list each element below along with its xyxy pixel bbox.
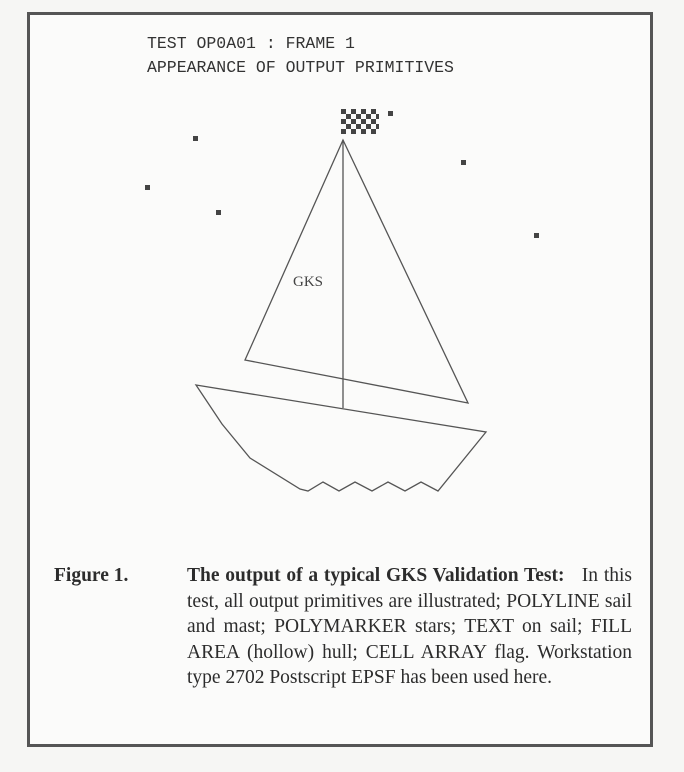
caption-title: The output of a typical GKS Validation Test:: [187, 565, 565, 586]
flag-cell-array: [341, 109, 379, 134]
test-subtitle: APPEARANCE OF OUTPUT PRIMITIVES: [147, 58, 454, 77]
caption-body: [187, 563, 632, 691]
sail-polyline: [245, 140, 468, 403]
hull-fill-area: [196, 385, 486, 491]
test-title: TEST OP0A01 : FRAME 1: [147, 34, 355, 53]
figure-label: Figure 1.: [54, 565, 129, 586]
sail-text: GKS: [293, 274, 324, 290]
caption-text: In this test, all output primitives are illustrated; POLYLINE sail and mast; POLYMARKER stars; TEXT on sail; FILL AREA (hollow) hull; CELL ARRAY flag. Workstation type 2702 Postscript EPSF has been used here.: [187, 565, 632, 688]
